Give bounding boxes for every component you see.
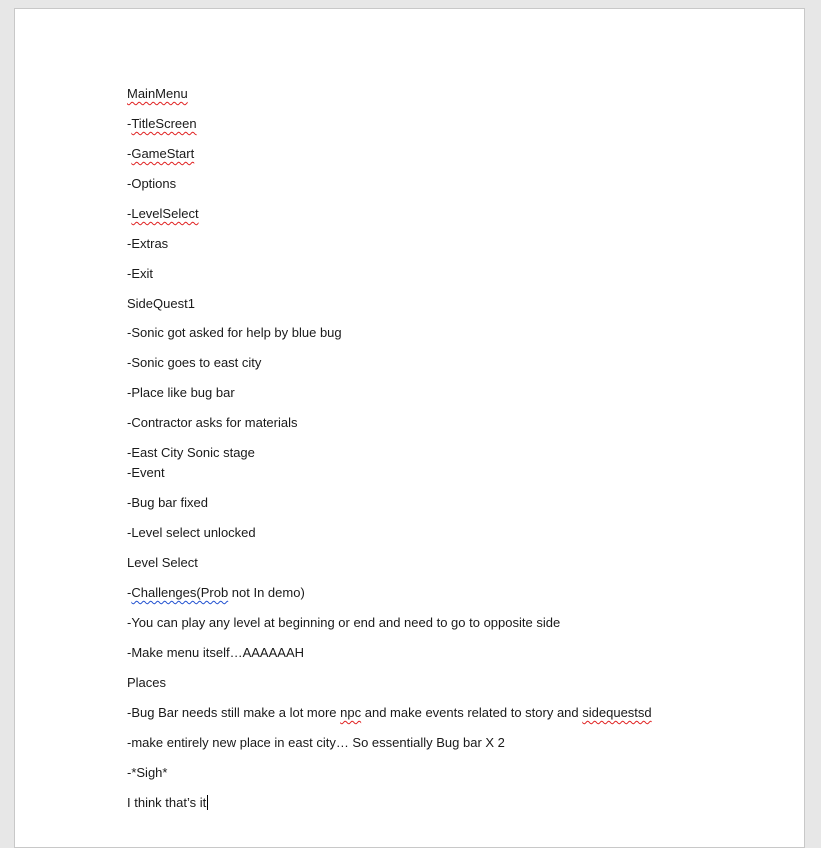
text-run: - (127, 116, 132, 131)
text-line-exit[interactable] (127, 266, 153, 282)
text-line-make-menu[interactable] (127, 645, 304, 661)
text-line-event[interactable] (127, 465, 165, 481)
text-run: -Make menu itself…AAAAAAH (127, 645, 305, 660)
text-run: - (127, 146, 132, 161)
text-line-extras[interactable] (127, 236, 168, 252)
text-run: -Event (127, 465, 165, 480)
text-run: not In demo) (228, 585, 305, 600)
text-line-sonic-asked[interactable] (127, 325, 342, 341)
text-run: - (127, 585, 132, 600)
misspelled-word: LevelSelect (131, 206, 199, 221)
text-line-bug-bar-fixed[interactable] (127, 495, 208, 511)
text-run: - (127, 206, 132, 221)
document-page[interactable] (14, 8, 805, 848)
text-line-challenges[interactable] (127, 585, 305, 601)
text-run: -Sonic goes to east city (127, 355, 262, 370)
text-line-sigh[interactable] (127, 765, 167, 781)
misspelled-word: npc (340, 705, 362, 720)
text-run: Places (127, 675, 167, 690)
text-line-places[interactable] (127, 675, 166, 691)
text-line-level-select-unlocked[interactable] (127, 525, 256, 541)
text-line-titlescreen[interactable] (127, 116, 197, 132)
misspelled-word: TitleScreen (131, 116, 197, 131)
text-line-play-any-level[interactable] (127, 615, 560, 631)
text-cursor (207, 795, 208, 810)
text-run: -East City Sonic stage (127, 445, 255, 460)
text-line-contractor[interactable] (127, 415, 298, 431)
text-line-place-bug-bar[interactable] (127, 385, 235, 401)
text-line-options[interactable] (127, 176, 176, 192)
text-run: I think that’s it (127, 795, 207, 810)
text-run: -Exit (127, 266, 153, 281)
text-line-sonic-goes[interactable] (127, 355, 261, 371)
text-line-gamestart[interactable] (127, 146, 194, 162)
text-line-levelselect[interactable] (127, 206, 199, 222)
text-line-bug-bar-needs[interactable] (127, 705, 652, 721)
text-run: -*Sigh* (127, 765, 168, 780)
text-run: SideQuest1 (127, 296, 195, 311)
text-run: -Bug bar fixed (127, 495, 208, 510)
text-run: -make entirely new place in east city… So essentially Bug bar X 2 (127, 735, 505, 750)
text-line-level-select-heading[interactable] (127, 555, 198, 571)
text-run: -Contractor asks for materials (127, 415, 298, 430)
text-run: Level Select (127, 555, 198, 570)
text-run: -Level select unlocked (127, 525, 256, 540)
text-line-mainmenu[interactable] (127, 86, 188, 102)
misspelled-word: GameStart (131, 146, 195, 161)
text-line-east-city-stage[interactable] (127, 445, 255, 461)
text-line-sidequest1[interactable] (127, 296, 195, 312)
text-run: -Sonic got asked for help by blue bug (127, 325, 342, 340)
text-run: and make events related to story and (361, 705, 583, 720)
text-run: -Options (127, 176, 177, 191)
misspelled-word: sidequestsd (582, 705, 652, 720)
text-run: -You can play any level at beginning or end and need to go to opposite side (127, 615, 561, 630)
text-run: -Extras (127, 236, 169, 251)
text-line-new-place[interactable] (127, 735, 505, 751)
text-run: MainMenu (127, 86, 188, 101)
grammar-flagged-word: Challenges(Prob (131, 585, 229, 600)
text-run: -Bug Bar needs still make a lot more (127, 705, 341, 720)
text-line-thats-it[interactable] (127, 795, 208, 811)
text-run: -Place like bug bar (127, 385, 235, 400)
